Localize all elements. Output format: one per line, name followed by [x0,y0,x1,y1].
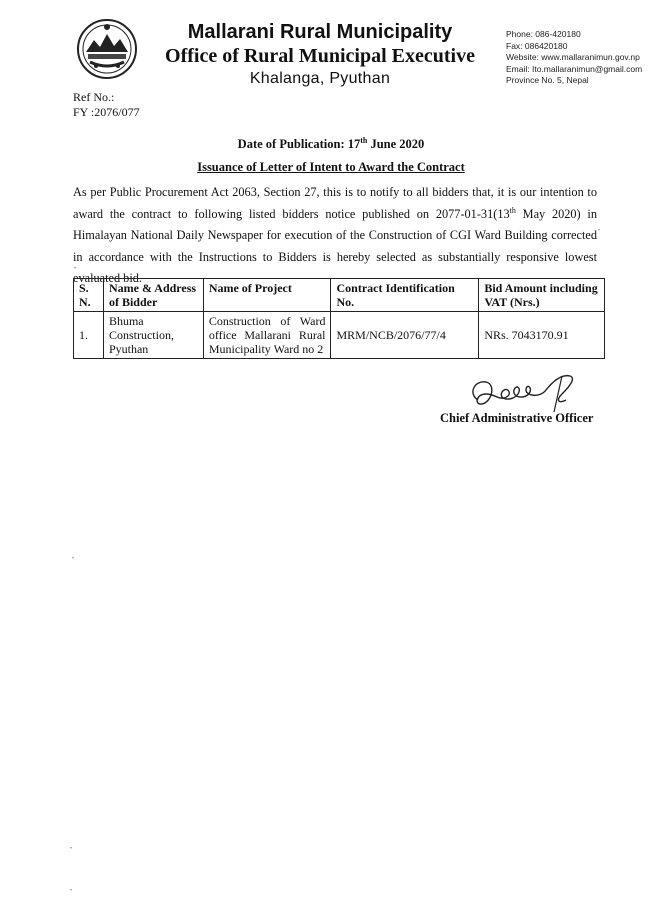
award-table [73,278,605,359]
fiscal-year: FY :2076/077 [73,105,140,119]
letterhead-title [150,20,490,90]
cell-bidder: Bhuma Construction, Pyuthan [103,312,203,359]
cell-sn: 1. [74,312,104,359]
publication-date-prefix: Date of Publication: 17 [237,137,361,152]
header-project: Name of Project [203,279,331,312]
header-contract: Contract Identification No. [331,279,479,312]
signatory-title: Chief Administrative Officer [440,411,594,425]
contact-phone: Phone: 086-420180 [506,29,581,39]
table-header-row [74,279,605,312]
notice-body-part2: May 2020) in Himalayan National Daily Newspaper for execution of the Construction of CGI Ward Building corrected in accordance with the Instructions to Bidders is hereby selected as substantially responsive lowest evaluated bid. [73,206,597,285]
ref-number: Ref No.: [73,90,115,104]
table-row [74,312,605,359]
cell-contract: MRM/NCB/2076/77/4 [331,312,479,359]
contact-website: Website: www.mallaranimun.gov.np [506,52,640,62]
header-bidder: Name & Address of Bidder [103,279,203,312]
subject-heading: Issuance of Letter of Intent to Award the Contract [197,160,465,174]
contact-email: Email: Ito.mallaranimun@gmail.com [506,63,643,74]
signature-mark [466,372,596,412]
scan-speck: • [70,888,73,894]
publication-date [0,136,662,152]
header-sn: S. N. [74,279,104,312]
office-location: Khalanga, Pyuthan [249,70,391,87]
header-amount: Bid Amount including VAT (Nrs.) [479,279,605,312]
cell-amount: NRs. 7043170.91 [479,312,605,359]
contact-province: Province No. 5, Nepal [506,75,589,85]
notice-body-sup: th [509,205,516,215]
office-name: Office of Rural Municipal Executive [165,45,475,67]
notice-body-part1: As per Public Procurement Act 2063, Section 27, this is to notify to all bidders that, it is our intention to award the contract to following listed bidders notice published on 2077-01-31(13 [73,185,597,221]
scan-speck: • [72,556,75,562]
contact-fax: Fax: 086420180 [506,40,568,51]
municipality-name: Mallarani Rural Municipality [187,21,453,43]
publication-date-sup: th [360,136,368,145]
cell-project: Construction of Ward office Mallarani Rural Municipality Ward no 2 [203,312,331,359]
scan-speck: • [70,846,73,852]
contact-block [506,29,642,87]
scan-speck: • [598,228,601,234]
notice-body [73,182,597,290]
scan-speck: • [74,266,77,272]
reference-block [73,90,140,120]
publication-date-rest: June 2020 [367,137,425,152]
municipality-logo [76,18,138,80]
